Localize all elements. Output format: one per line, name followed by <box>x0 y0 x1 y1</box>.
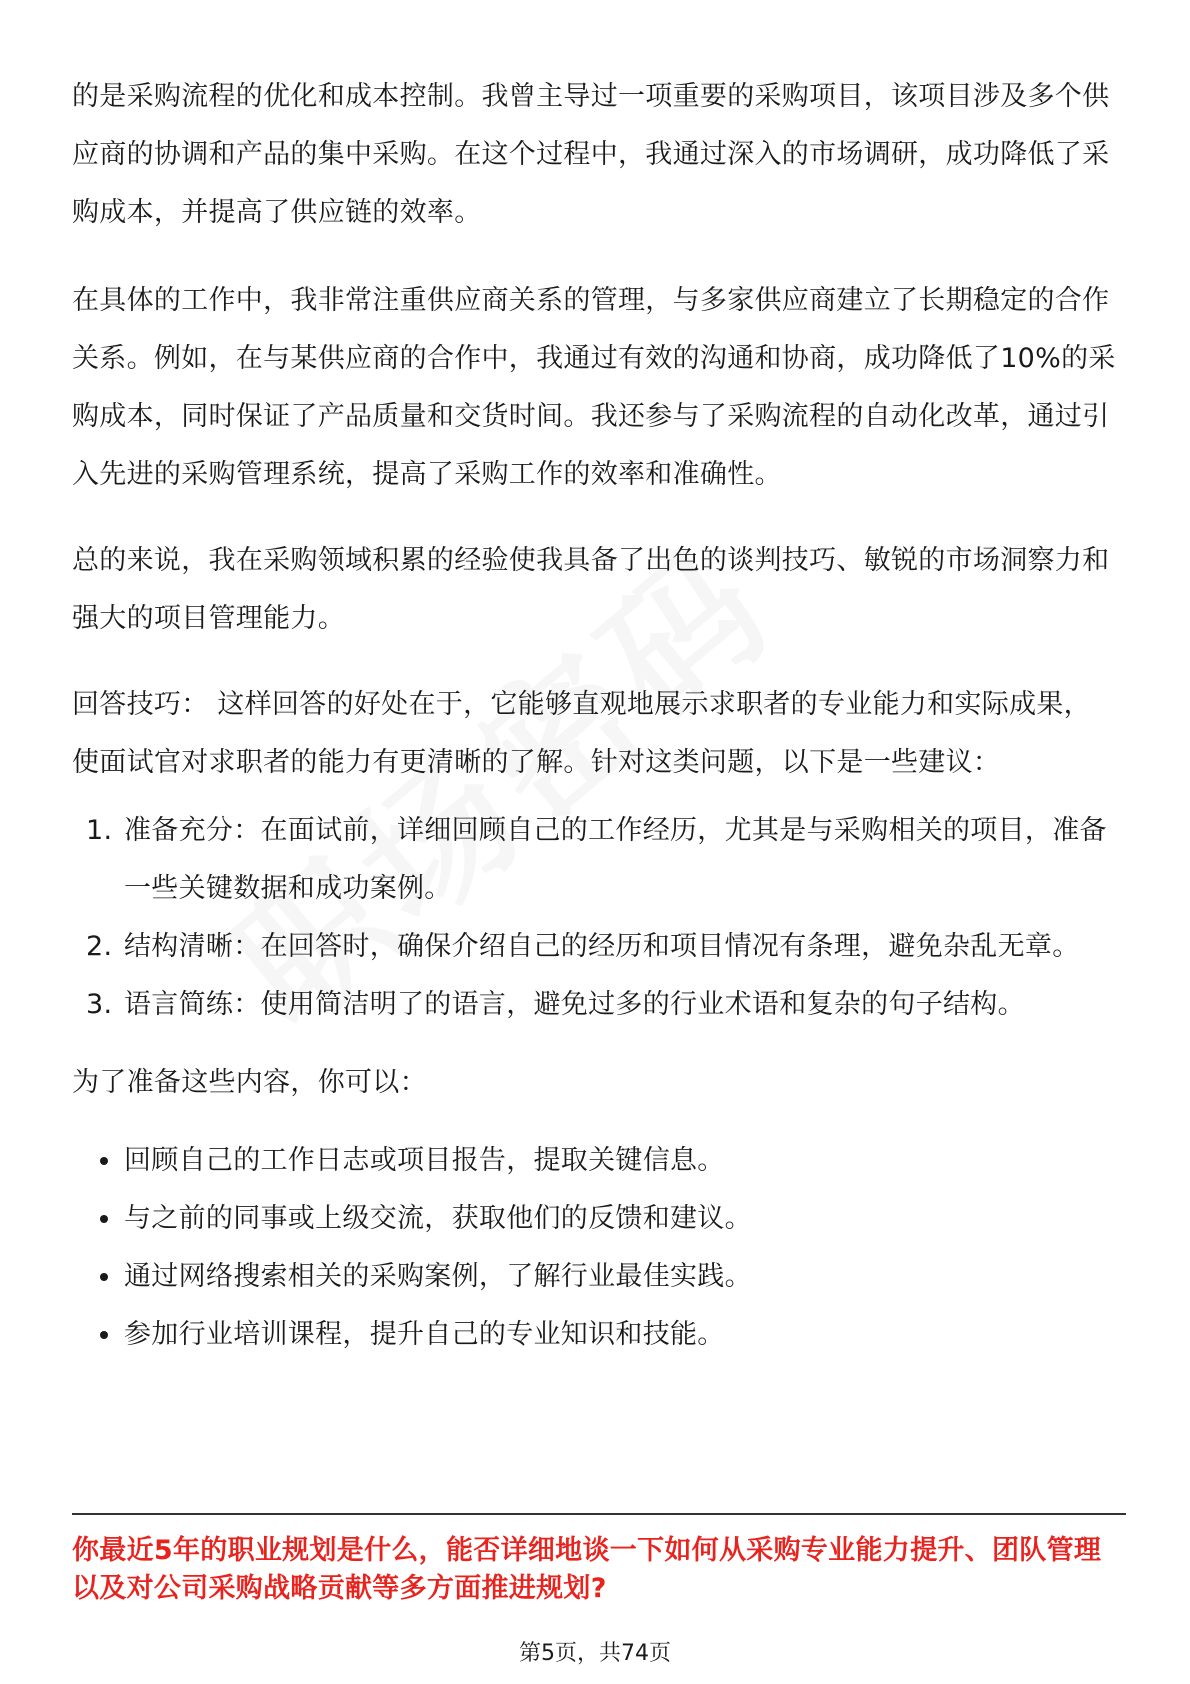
list-item <box>72 1306 1118 1364</box>
bullet-icon <box>100 1273 108 1281</box>
prep-list <box>72 1132 1118 1364</box>
paragraph-experience: 的是采购流程的优化和成本控制。我曾主导过一项重要的采购项目，该项目涉及多个供应商的协调和产品的集中采购。在这个过程中，我通过深入的市场调研，成功降低了采购成本，并提高了供应链的效率。 <box>72 81 1110 228</box>
bullet-icon <box>100 1215 108 1223</box>
list-item-text: 与之前的同事或上级交流，获取他们的反馈和建议。 <box>124 1203 752 1234</box>
bullet-icon <box>100 1157 108 1165</box>
bullet-icon <box>100 1331 108 1339</box>
paragraph-summary: 总的来说，我在采购领域积累的经验使我具备了出色的谈判技巧、敏锐的市场洞察力和强大的项目管理能力。 <box>72 545 1110 634</box>
list-item-text: 参加行业培训课程，提升自己的专业知识和技能。 <box>124 1319 725 1350</box>
list-item-number: 1. <box>86 815 113 846</box>
section-divider <box>72 1513 1126 1515</box>
list-item <box>72 1248 1118 1306</box>
page-number: 第5页，共74页 <box>519 1641 671 1666</box>
list-item-text: 语言简练：使用简洁明了的语言，避免过多的行业术语和复杂的句子结构。 <box>124 989 1025 1020</box>
next-question-heading: 你最近5年的职业规划是什么，能否详细地谈一下如何从采购专业能力提升、团队管理以及对公司采购战略贡献等多方面推进规划? <box>72 1535 1102 1604</box>
list-item <box>72 918 1118 976</box>
list-item <box>72 1190 1118 1248</box>
list-item <box>72 1132 1118 1190</box>
list-item-text: 回顾自己的工作日志或项目报告，提取关键信息。 <box>124 1145 725 1176</box>
list-item-text: 准备充分：在面试前，详细回顾自己的工作经历，尤其是与采购相关的项目，准备一些关键数据和成功案例。 <box>124 815 1107 904</box>
paragraph-answer-tips: 回答技巧： 这样回答的好处在于，它能够直观地展示求职者的专业能力和实际成果，使面试官对求职者的能力有更清晰的了解。针对这类问题，以下是一些建议： <box>72 689 1091 778</box>
list-item <box>72 802 1118 918</box>
page-content <box>72 68 1118 1364</box>
paragraph-supplier-management: 在具体的工作中，我非常注重供应商关系的管理，与多家供应商建立了长期稳定的合作关系。例如，在与某供应商的合作中，我通过有效的沟通和协商，成功降低了10%的采购成本，同时保证了产品质量和交货时间。我还参与了采购流程的自动化改革，通过引入先进的采购管理系统，提高了采购工作的效率和准确性。 <box>72 285 1116 490</box>
list-item-number: 2. <box>86 931 113 962</box>
tips-list <box>72 802 1118 1034</box>
list-item-number: 3. <box>86 989 113 1020</box>
list-item <box>72 976 1118 1034</box>
paragraph-prep-intro: 为了准备这些内容，你可以： <box>72 1067 427 1098</box>
list-item-text: 通过网络搜索相关的采购案例，了解行业最佳实践。 <box>124 1261 752 1292</box>
list-item-text: 结构清晰：在回答时，确保介绍自己的经历和项目情况有条理，避免杂乱无章。 <box>124 931 1080 962</box>
